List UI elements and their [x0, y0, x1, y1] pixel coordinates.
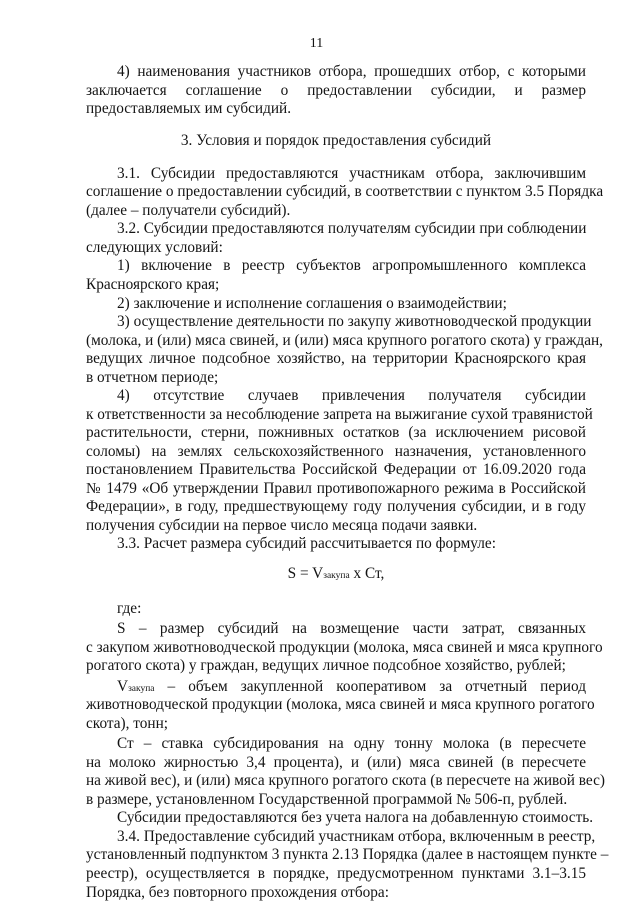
text-line: предоставляемых им субсидий. — [86, 100, 292, 118]
formula-subscript: закупа — [323, 570, 350, 581]
text-line: 2) заключение и исполнение соглашения о взаимодействии; — [117, 294, 507, 312]
text-line: соглашение о предоставлении субсидий, в соответствии с пунктом 3.5 Порядка — [86, 183, 604, 201]
text-line: 3.2. Субсидии предоставляются получателям субсидии при соблюдении — [117, 220, 587, 238]
text-line: 4) наименования участников отбора, прошедших отбор, с которыми — [117, 63, 586, 81]
text-line: № 1479 «Об утверждении Правил противопожарного режима в Российской — [86, 479, 586, 497]
formula-rhs: х Ст, — [349, 564, 385, 582]
definition-text: объем закупленной кооперативом за отчетный период — [188, 677, 586, 695]
text-line: с закупом животноводческой продукции (молока, мяса свиней и мяса крупного — [86, 638, 603, 656]
text-line: в размере, установленном Государственной программой № 506-п, рублей. — [86, 790, 568, 808]
text-line: 4) отсутствие случаев привлечения получателя субсидии — [117, 387, 586, 405]
text-line: Субсидии предоставляются без учета налога на добавленную стоимость. — [117, 809, 594, 827]
text-line: Федерации», в году, предшествующему году получения субсидии, и в году — [86, 498, 586, 516]
text-line: 3) осуществление деятельности по закупу животноводческой продукции — [117, 313, 592, 330]
text-line: следующих условий: — [86, 238, 223, 256]
definition-dash: – — [138, 620, 147, 638]
text-line: постановлением Правительства Российской Федерации от 16.09.2020 года — [86, 461, 586, 479]
text-line: где: — [117, 599, 142, 617]
definition-dash: – — [167, 677, 176, 695]
text-line: (молока, и (или) мяса свиней, и (или) мяса крупного рогатого скота) у граждан, — [86, 331, 604, 349]
text-line: получения субсидии на первое число месяца подачи заявки. — [86, 516, 478, 534]
definition-s — [117, 619, 586, 638]
text-line: в отчетном периоде; — [86, 368, 219, 386]
text-line: Порядка, без повторного прохождения отбора: — [86, 883, 389, 901]
formula-lhs: S = V — [287, 564, 324, 582]
formula — [86, 564, 586, 583]
text-line: рогатого скота) у граждан, ведущих личное подсобное хозяйство, рублей; — [86, 657, 566, 675]
text-line: установленный подпунктом 3 пункта 2.13 Порядка (далее в настоящем пункте – — [86, 846, 609, 864]
text-line: на молоко жирностью 3,4 процента), и (или) мяса свиней (в пересчете — [86, 753, 586, 771]
definition-text: размер субсидий на возмещение части затрат, связанных — [159, 620, 587, 638]
text-line: 3.3. Расчет размера субсидий рассчитывается по формуле: — [117, 535, 496, 553]
symbol-s: S — [117, 620, 126, 638]
text-line: 3.4. Предоставление субсидий участникам отбора, включенным в реестр, — [117, 827, 596, 845]
text-line: реестр), осуществляется в порядке, предусмотренном пунктами 3.1–3.15 — [86, 864, 586, 882]
text-line: Красноярского края; — [86, 275, 220, 293]
text-line: скота), тонн; — [86, 714, 169, 732]
text-line: заключается соглашение о предоставлении субсидии, и размер — [86, 81, 586, 99]
text-line: ведущих личное подсобное хозяйство, на территории Красноярского края — [86, 350, 586, 367]
text-line: растительности, стерни, пожнивных остатков (за исключением рисовой — [86, 424, 586, 442]
symbol-v: Vзакупа — [117, 677, 155, 695]
text-line: 3.1. Субсидии предоставляются участникам отбора, заключившим — [117, 164, 586, 182]
text-line: животноводческой продукции (молока, мяса свиней и мяса крупного рогатого — [86, 696, 595, 714]
section-heading: 3. Условия и порядок предоставления субсидий — [180, 131, 492, 149]
text-line: на живой вес), и (или) мяса крупного рогатого скота (в пересчете на живой вес) — [86, 772, 605, 790]
text-line: к ответственности за несоблюдение запрета на выжигание сухой травянистой — [86, 405, 593, 423]
text-line: 1) включение в реестр субъектов агропромышленного комплекса — [117, 257, 586, 275]
text-line: соломы) на землях сельскохозяйственного назначения, установленного — [86, 442, 586, 460]
text-line: (далее – получатели субсидий). — [86, 201, 291, 219]
text-line: Ст – ставка субсидирования на одну тонну молока (в пересчете — [117, 735, 586, 753]
page-number: 11 — [309, 36, 324, 51]
definition-v — [117, 677, 586, 696]
